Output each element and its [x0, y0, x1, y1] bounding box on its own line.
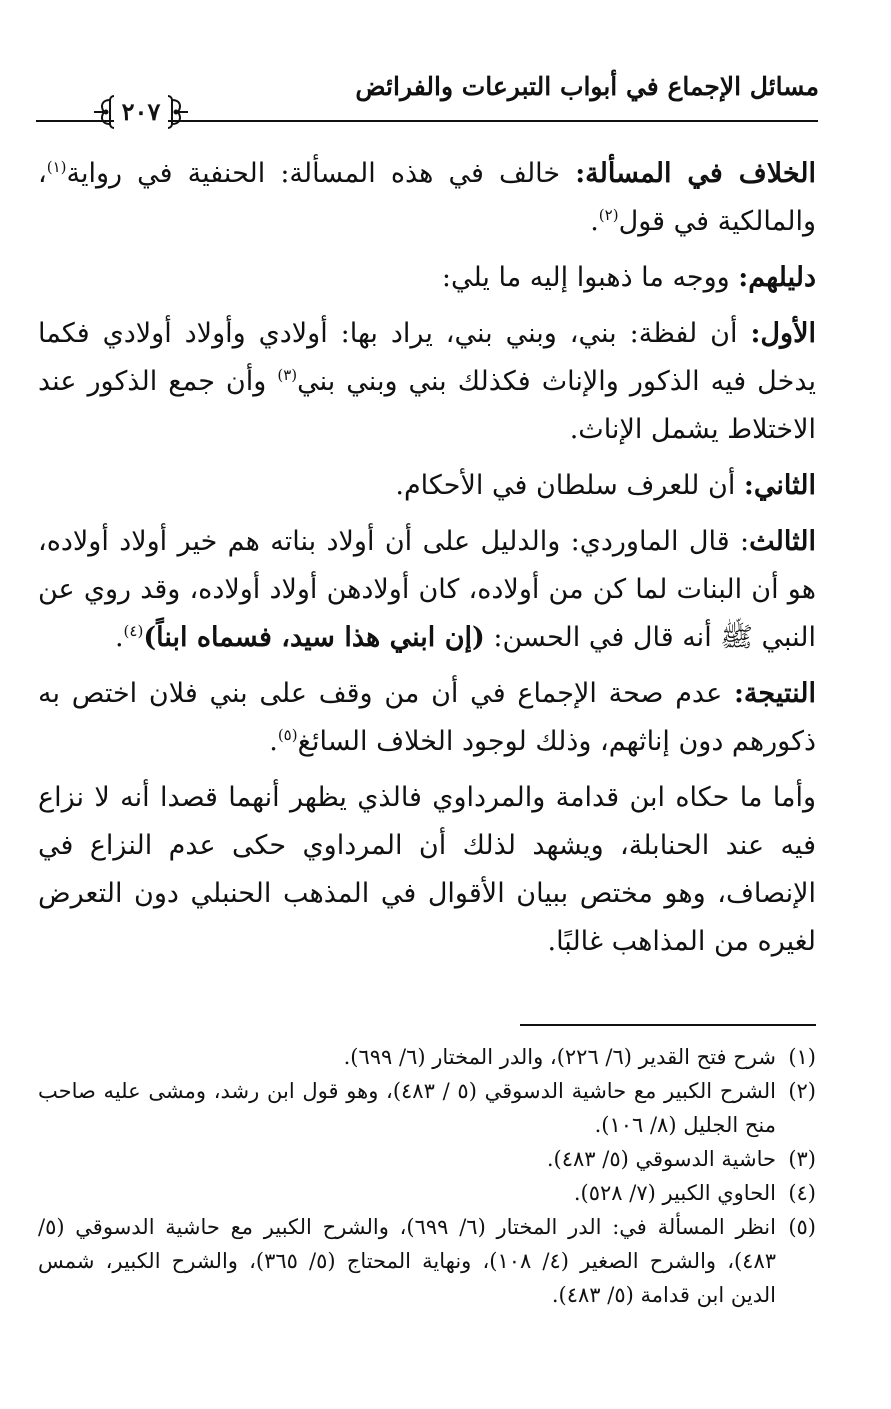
footnote-text: حاشية الدسوقي (٥/ ٤٨٣).: [546, 1147, 776, 1171]
paragraph-text: أن للعرف سلطان في الأحكام.: [395, 470, 744, 501]
footnote-ref-3[interactable]: (٣): [277, 366, 298, 384]
footnote-item: [38, 1142, 816, 1176]
footnote-number: (٥): [788, 1215, 816, 1239]
paragraph-second: [38, 462, 816, 510]
heading-first: الأول:: [750, 318, 816, 349]
heading-evidence: دليلهم:: [738, 262, 816, 293]
paragraph-third: [38, 518, 816, 662]
footnote-item: [38, 1040, 816, 1074]
footnote-number: (٣): [788, 1147, 816, 1171]
footnote-ref-4[interactable]: (٤): [123, 622, 144, 640]
footnote-number: (١): [788, 1045, 816, 1069]
paragraph-text: خالف في هذه المسألة: الحنفية في رواية: [66, 158, 576, 189]
footnote-text: شرح فتح القدير (٦/ ٢٢٦)، والدر المختار (٦/ ٦٩٩).: [343, 1045, 776, 1069]
paragraph-text: عدم صحة الإجماع في أن من وقف على بني فلان اختص به ذكورهم دون إناثهم، وذلك لوجود الخلاف السائغ: [38, 678, 816, 757]
heading-result: النتيجة:: [733, 678, 816, 709]
heading-second: الثاني:: [743, 470, 816, 501]
running-header-title: مسائل الإجماع في أبواب التبرعات والفرائض: [355, 72, 819, 101]
footnote-text: الحاوي الكبير (٧/ ٥٢٨).: [573, 1181, 776, 1205]
footnote-separator: [520, 1024, 816, 1026]
paragraph-text: أن لفظة: بني، وبني بني، يراد بها: أولادي وأولاد أولادي فكما يدخل فيه الذكور والإناث فكذلك بني وبني بني: [38, 318, 817, 397]
paragraph-text: .: [114, 622, 124, 653]
paragraph-first: [38, 310, 816, 454]
paragraph-evidence: [38, 254, 816, 302]
paragraph-text: ، والمالكية في قول: [38, 158, 816, 237]
paragraph-text: : قال الماوردي: والدليل على أن أولاد بناته هم خير أولاد أولاده، هو أن البنات لما كن من أولاده، كان أولادهن أولاد أولاده، وقد روي عن النبي ﷺ أنه قال في الحسن:: [38, 526, 816, 653]
footnote-text: انظر المسألة في: الدر المختار (٦/ ٦٩٩)، والشرح الكبير مع حاشية الدسوقي (٥/ ٤٨٣)، والشرح الصغير (٤/ ١٠٨)، ونهاية المحتاج (٥/ ٣٦٥)، والشرح الكبير، شمس الدين ابن قدامة (٥/ ٤٨٣).: [38, 1215, 777, 1307]
paragraph-text: ووجه ما ذهبوا إليه ما يلي:: [441, 262, 739, 293]
paragraph-text: وأما ما حكاه ابن قدامة والمرداوي فالذي يظهر أنهما قصدا أنه لا نزاع فيه عند الحنابلة، ويشهد لذلك أن المرداوي حكى عدم النزاع في الإنصاف، وهو مختص ببيان الأقوال في المذهب الحنبلي دون التعرض لغيره من المذاهب غالبًا.: [38, 782, 816, 957]
paragraph-text: .: [590, 206, 599, 237]
paragraph-text: وأن جمع الذكور عند الاختلاط يشمل الإناث.: [38, 366, 816, 445]
footnote-number: (٤): [788, 1181, 816, 1205]
paragraph-result: [38, 670, 816, 766]
footnote-item: [38, 1210, 816, 1312]
heading-disagreement: الخلاف في المسألة:: [575, 158, 816, 189]
footnotes-list: [38, 1040, 816, 1312]
footnote-ref-1[interactable]: (١): [46, 158, 67, 176]
paragraph-disagreement: [38, 150, 816, 246]
page-number-ornament: [92, 92, 190, 132]
heading-third: الثالث: [749, 526, 816, 557]
paragraph-text: .: [269, 726, 278, 757]
footnote-item: [38, 1074, 816, 1142]
footnote-ref-2[interactable]: (٢): [598, 206, 619, 224]
paragraph-conclusion: [38, 774, 816, 966]
footnote-text: الشرح الكبير مع حاشية الدسوقي (٥ / ٤٨٣)، وهو قول ابن رشد، ومشى عليه صاحب منح الجليل (٨/ ١٠٦).: [38, 1079, 776, 1137]
footnote-item: [38, 1176, 816, 1210]
footnote-ref-5[interactable]: (٥): [277, 726, 298, 744]
hadith-quote: (إن ابني هذا سيد، فسماه ابناً): [143, 622, 485, 653]
page-number: ٢٠٧: [114, 94, 168, 130]
footnote-number: (٢): [788, 1079, 816, 1103]
main-text: [38, 150, 816, 974]
